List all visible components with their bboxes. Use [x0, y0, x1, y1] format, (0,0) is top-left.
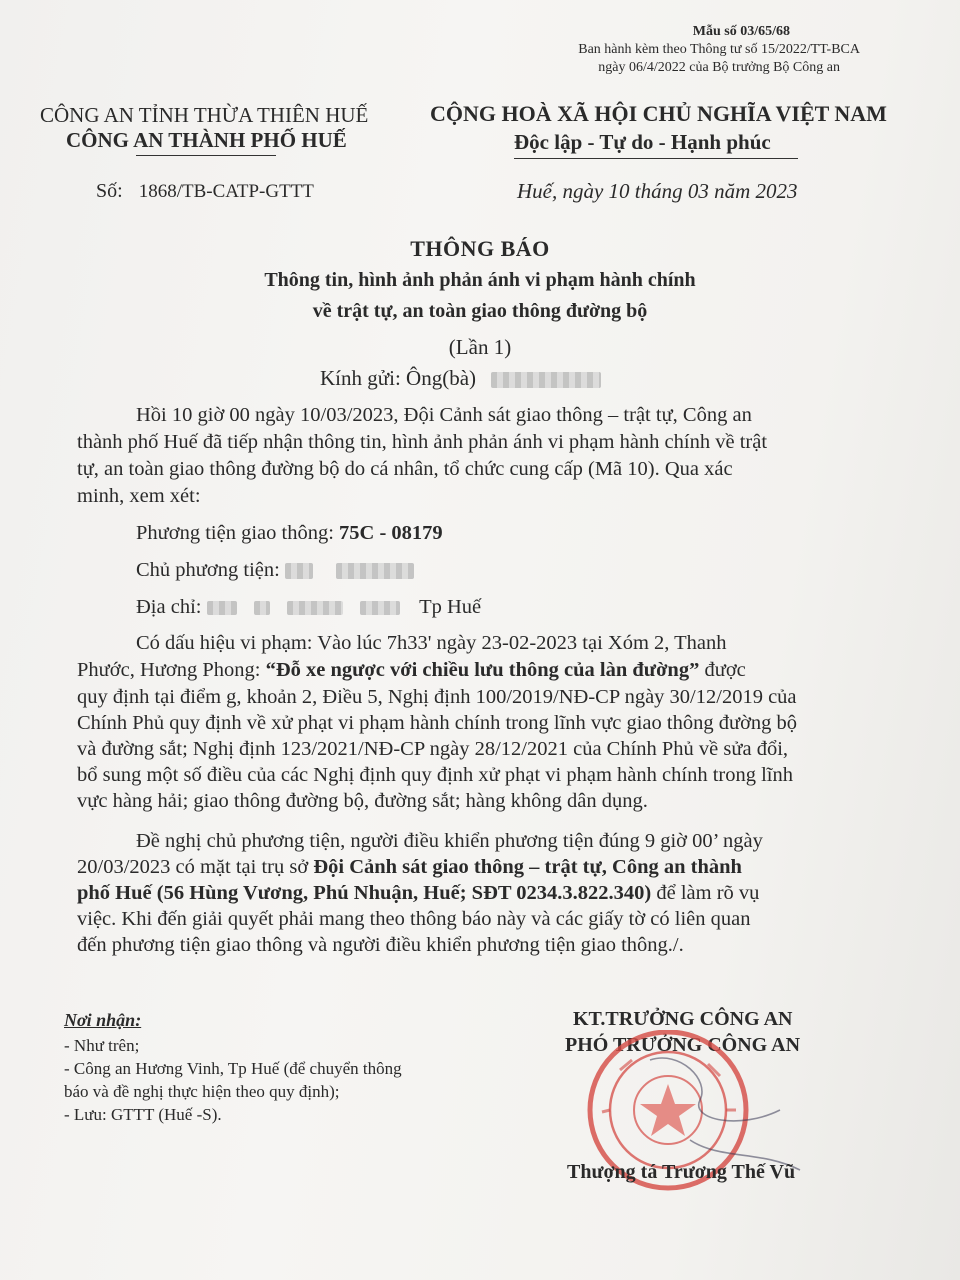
nation-title: CỘNG HOÀ XÃ HỘI CHỦ NGHĨA VIỆT NAM	[430, 101, 887, 126]
agency-name: CÔNG AN THÀNH PHỐ HUẾ	[66, 128, 347, 152]
violation-location: Phước, Hương Phong:	[77, 659, 261, 681]
intro-line-1: Hồi 10 giờ 00 ngày 10/03/2023, Đội Cảnh sát giao thông – trật tự, Công an	[136, 404, 752, 426]
redacted-name	[491, 372, 601, 388]
agency-parent: CÔNG AN TỈNH THỪA THIÊN HUẾ	[40, 103, 369, 127]
address-field	[136, 596, 481, 619]
address-label: Địa chỉ:	[136, 596, 202, 618]
violation-line-3: quy định tại điểm g, khoản 2, Điều 5, Nghị định 100/2019/NĐ-CP ngày 30/12/2019 của	[77, 686, 797, 708]
request-line-3	[77, 882, 759, 905]
subtitle-line-1: Thông tin, hình ảnh phản ánh vi phạm hành chính	[264, 269, 696, 291]
motto-underline	[514, 158, 798, 159]
intro-line-4: minh, xem xét:	[77, 485, 201, 507]
violation-line-2	[77, 659, 746, 682]
redacted-owner-1	[285, 563, 313, 579]
request-date: 20/03/2023 có mặt tại trụ sở	[77, 856, 309, 878]
redacted-address-4	[360, 601, 400, 615]
form-issued-line: Ban hành kèm theo Thông tư số 15/2022/TT-BCA	[578, 42, 860, 57]
violation-description: “Đỗ xe ngược với chiều lưu thông của làn đường”	[265, 659, 700, 681]
addressee	[320, 366, 601, 391]
violation-line-6: bổ sung một số điều của các Nghị định quy định xử phạt vi phạm hành chính trong lĩnh	[77, 764, 793, 786]
recipient-item: - Lưu: GTTT (Huế -S).	[64, 1105, 222, 1124]
violation-line-1: Có dấu hiệu vi phạm: Vào lúc 7h33' ngày 23-02-2023 tại Xóm 2, Thanh	[136, 632, 727, 654]
request-line-1: Đề nghị chủ phương tiện, người điều khiển phương tiện đúng 9 giờ 00’ ngày	[136, 830, 763, 852]
recipient-item: báo và đề nghị thực hiện theo quy định);	[64, 1082, 340, 1101]
document-date: Huế, ngày 10 tháng 03 năm 2023	[517, 179, 798, 203]
document-title: THÔNG BÁO	[410, 236, 550, 261]
recipients-heading: Nơi nhận:	[64, 1010, 142, 1030]
redacted-address-2	[254, 601, 270, 615]
request-line-4: việc. Khi đến giải quyết phải mang theo thông báo này và các giấy tờ có liên quan	[77, 908, 751, 930]
signature-title-2: PHÓ TRƯỞNG CÔNG AN	[565, 1034, 801, 1056]
address-city: Tp Huế	[419, 596, 482, 618]
violation-line-4: Chính Phủ quy định về xử phạt vi phạm hành chính trong lĩnh vực giao thông đường bộ	[77, 712, 798, 734]
form-issued-date: ngày 06/4/2022 của Bộ trưởng Bộ Công an	[598, 60, 840, 75]
violation-line-2-end: được	[704, 659, 746, 681]
document-number	[96, 180, 314, 203]
request-office: Đội Cảnh sát giao thông – trật tự, Công an thành	[313, 856, 742, 878]
signature-title-1: KT.TRƯỞNG CÔNG AN	[573, 1008, 793, 1030]
addressee-label: Kính gửi: Ông(bà)	[320, 366, 477, 390]
national-motto: Độc lập - Tự do - Hạnh phúc	[514, 130, 771, 154]
recipient-item: - Như trên;	[64, 1036, 140, 1055]
request-office-address: phố Huế (56 Hùng Vương, Phú Nhuận, Huế; SĐT 0234.3.822.340)	[77, 882, 652, 904]
redacted-address-1	[207, 601, 237, 615]
form-code: Mẫu số 03/65/68	[692, 24, 790, 39]
round-label: (Lần 1)	[448, 335, 512, 359]
signer-name: Thượng tá Trương Thế Vũ	[567, 1161, 796, 1183]
redacted-address-3	[287, 601, 343, 615]
intro-line-2: thành phố Huế đã tiếp nhận thông tin, hình ảnh phản ánh vi phạm hành chính về trật	[77, 431, 768, 453]
redacted-owner-2	[336, 563, 414, 579]
intro-line-3: tự, an toàn giao thông đường bộ do cá nhân, tổ chức cung cấp (Mã 10). Qua xác	[77, 458, 733, 480]
violation-line-5: và đường sắt; Nghị định 123/2021/NĐ-CP ngày 28/12/2021 của Chính Phủ về sửa đổi,	[77, 738, 789, 760]
violation-line-7: vực hàng hải; giao thông đường bộ, đường sắt; hàng không dân dụng.	[77, 790, 648, 812]
vehicle-label: Phương tiện giao thông:	[136, 522, 334, 544]
owner-field	[136, 559, 414, 582]
recipient-item: - Công an Hương Vinh, Tp Huế (để chuyển thông	[64, 1059, 402, 1078]
agency-underline	[136, 155, 276, 156]
subtitle-line-2: về trật tự, an toàn giao thông đường bộ	[312, 300, 648, 322]
request-line-2	[77, 856, 742, 879]
owner-label: Chủ phương tiện:	[136, 559, 280, 581]
recipients-list	[64, 1034, 504, 1126]
request-purpose: để làm rõ vụ	[656, 882, 760, 904]
document-number-value: 1868/TB-CATP-GTTT	[138, 181, 314, 202]
vehicle-field	[136, 522, 443, 545]
vehicle-plate: 75C - 08179	[339, 522, 443, 544]
request-line-5: đến phương tiện giao thông và người điều khiển phương tiện giao thông./.	[77, 934, 684, 956]
document-number-label: Số:	[96, 180, 123, 202]
